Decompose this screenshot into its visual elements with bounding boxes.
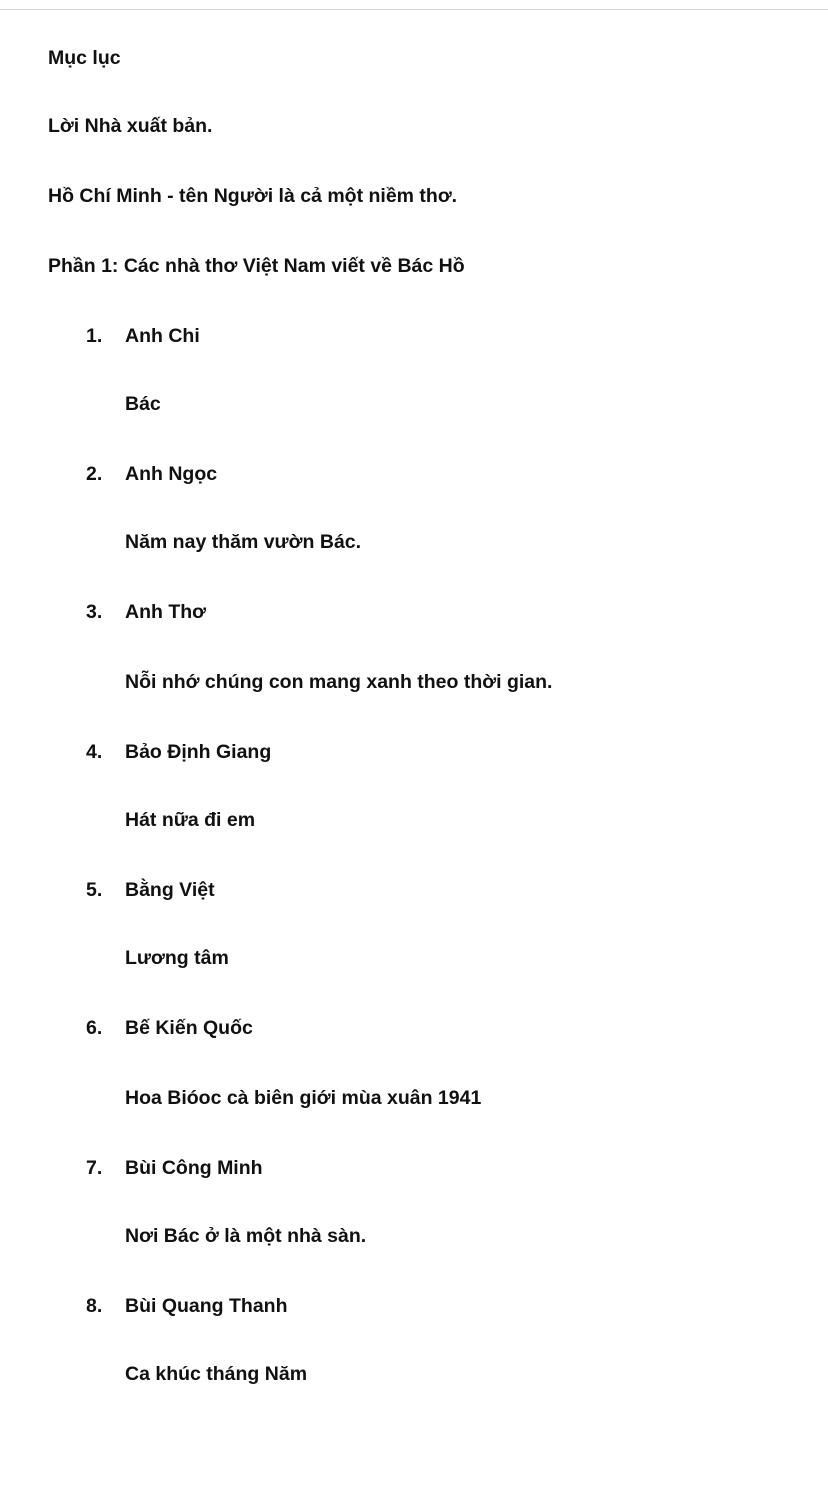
entry-author[interactable]: Bùi Quang Thanh	[125, 1295, 288, 1317]
entry-author[interactable]: Anh Chi	[125, 325, 200, 347]
toc-title: Mục lục	[48, 47, 121, 69]
entry-author[interactable]: Anh Thơ	[125, 601, 207, 623]
entry-poem[interactable]: Lương tâm	[125, 947, 229, 969]
entry-poem[interactable]: Hoa Bióoc cà biên giới mùa xuân 1941	[125, 1087, 482, 1109]
entry-poem[interactable]: Nơi Bác ở là một nhà sàn.	[125, 1225, 367, 1247]
entry-number: 5.	[86, 879, 103, 901]
entry-poem[interactable]: Nỗi nhớ chúng con mang xanh theo thời gian.	[125, 671, 553, 693]
toc-part-1-title[interactable]: Phần 1: Các nhà thơ Việt Nam viết về Bác Hồ	[48, 255, 465, 277]
entry-number: 1.	[86, 325, 103, 347]
entry-author[interactable]: Bằng Việt	[125, 879, 215, 901]
entry-number: 6.	[86, 1017, 103, 1039]
entry-number: 3.	[86, 601, 103, 623]
entry-number: 8.	[86, 1295, 103, 1317]
entry-number: 2.	[86, 463, 103, 485]
toc-item-introduction[interactable]: Hồ Chí Minh - tên Người là cả một niềm thơ.	[48, 185, 458, 207]
entry-poem[interactable]: Hát nữa đi em	[125, 809, 256, 831]
entry-poem[interactable]: Ca khúc tháng Năm	[125, 1363, 308, 1385]
entry-author[interactable]: Bảo Định Giang	[125, 741, 272, 763]
entry-number: 7.	[86, 1157, 103, 1179]
toc-item-publisher-note[interactable]: Lời Nhà xuất bản.	[48, 115, 213, 137]
entry-number: 4.	[86, 741, 103, 763]
top-divider	[0, 9, 828, 10]
entry-author[interactable]: Bế Kiến Quốc	[125, 1017, 253, 1039]
entry-author[interactable]: Anh Ngọc	[125, 463, 218, 485]
entry-author[interactable]: Bùi Công Minh	[125, 1157, 263, 1179]
entry-poem[interactable]: Bác	[125, 393, 161, 415]
entry-poem[interactable]: Năm nay thăm vườn Bác.	[125, 531, 362, 553]
